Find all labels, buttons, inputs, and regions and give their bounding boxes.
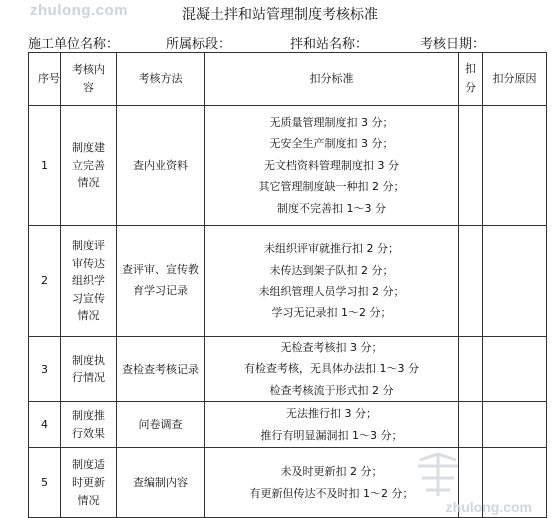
row-reason	[483, 402, 547, 448]
section-label: 所属标段：	[166, 37, 232, 52]
criterion: 无检查考核扣 3 分；	[280, 341, 383, 354]
row-method: 查检查考核记录	[117, 337, 205, 402]
info-line	[28, 33, 548, 52]
unit-label: 施工单位名称：	[28, 37, 120, 52]
row-content: 制度建立完善情况	[61, 106, 117, 226]
criterion: 其它管理制度缺一种扣 2 分；	[258, 180, 405, 194]
header-content: 考核内容	[61, 53, 117, 106]
row-seq: 5	[29, 448, 61, 518]
watermark-top: zhulong.com	[30, 2, 128, 19]
row-seq: 4	[29, 402, 61, 448]
row-criteria	[205, 402, 459, 448]
row-content: 制度适时更新情况	[61, 448, 117, 518]
row-method: 问卷调查	[117, 402, 205, 448]
row-deduct	[459, 106, 483, 226]
criterion: 检查考核流于形式扣 2 分	[269, 383, 394, 397]
row-deduct	[459, 337, 483, 402]
row-content: 制度执行情况	[61, 337, 117, 402]
assessment-table	[28, 52, 547, 518]
criterion: 无文档资料管理制度扣 3 分	[264, 158, 399, 172]
row-reason	[483, 226, 547, 337]
row-content: 制度评审传达组织学习宣传情况	[61, 226, 117, 337]
table-row	[29, 337, 547, 402]
header-seq: 序号	[29, 53, 61, 106]
page-title: 混凝土拌和站管理制度考核标准	[182, 7, 378, 23]
table-row	[29, 226, 547, 337]
station-label: 拌和站名称：	[290, 37, 369, 52]
header-criteria: 扣分标准	[205, 53, 459, 106]
row-deduct	[459, 226, 483, 337]
criterion: 无安全生产制度扣 3 分；	[269, 137, 394, 151]
row-deduct	[459, 402, 483, 448]
header-reason: 扣分原因	[483, 53, 547, 106]
table-row	[29, 106, 547, 226]
row-method: 查编制内容	[117, 448, 205, 518]
row-seq: 3	[29, 337, 61, 402]
criterion: 有更新但传达不及时扣 1～2 分；	[249, 486, 414, 500]
criterion: 学习无记录扣 1～2 分；	[271, 306, 392, 320]
criterion: 有检查考核，无具体办法扣 1～3 分	[244, 362, 419, 376]
row-criteria	[205, 226, 459, 337]
row-seq: 1	[29, 106, 61, 226]
criterion: 推行有明显漏洞扣 1～3 分；	[260, 428, 403, 442]
criterion: 无法推行扣 3 分；	[286, 407, 377, 421]
criterion: 制度不完善扣 1～3 分	[277, 201, 386, 215]
watermark-bottom: zhulong.com	[445, 499, 532, 515]
row-reason	[483, 337, 547, 402]
criterion: 未组织评审就推行扣 2 分；	[264, 242, 399, 256]
date-label: 考核日期：	[420, 37, 486, 52]
table-row	[29, 402, 547, 448]
criterion: 无质量管理制度扣 3 分；	[269, 115, 394, 129]
row-method: 查评审、宣传教育学习记录	[117, 226, 205, 337]
row-seq: 2	[29, 226, 61, 337]
header-deduct: 扣分	[459, 53, 483, 106]
row-method: 查内业资料	[117, 106, 205, 226]
row-criteria	[205, 106, 459, 226]
watermark-logo-icon	[408, 450, 468, 500]
header-row	[29, 53, 547, 106]
row-criteria	[205, 337, 459, 402]
criterion: 未及时更新扣 2 分；	[280, 465, 383, 479]
row-content: 制度推行效果	[61, 402, 117, 448]
row-reason	[483, 106, 547, 226]
criterion: 未传达到架子队扣 2 分；	[269, 263, 394, 277]
criterion: 未组织管理人员学习扣 2 分；	[258, 285, 405, 298]
header-method: 考核方法	[117, 53, 205, 106]
